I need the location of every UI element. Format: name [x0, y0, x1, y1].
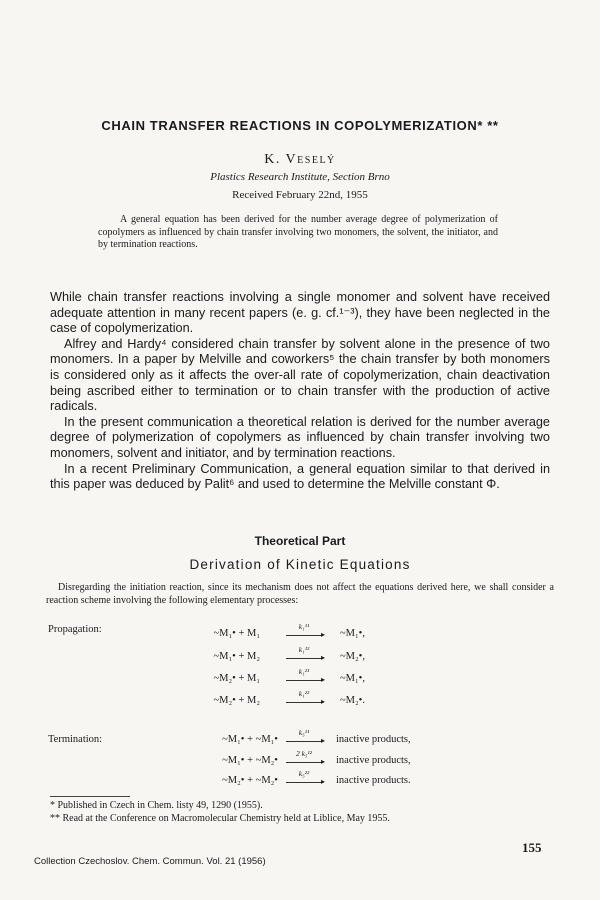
- propagation-label: Propagation:: [48, 624, 102, 635]
- paragraph-2: Alfrey and Hardy⁴ considered chain transfer by solvent alone in the presence of two monomers. In a paper by Melville and coworkers⁵ the chain transfer by both monomers is considered only as it affects the over-all rate of copolymerization, chain deactivation being ascribed either to termination or to chain transfer with the production of active radicals.: [50, 336, 550, 414]
- arrow-line: [286, 702, 322, 703]
- arrow-head-icon: ▸: [321, 757, 326, 766]
- reaction-arrow: [284, 622, 332, 644]
- reaction-arrow: [284, 689, 332, 711]
- reaction-lhs: ~M₂• + ~M₂•: [222, 775, 278, 786]
- received-date: Received February 22nd, 1955: [232, 189, 368, 201]
- rate-constant: k₁¹¹: [298, 622, 310, 631]
- journal-citation: Collection Czechoslov. Chem. Commun. Vol. 21 (1956): [34, 856, 266, 867]
- reaction-rhs: inactive products.: [336, 775, 411, 786]
- reaction-rhs: ~M₂•,: [340, 651, 365, 662]
- rate-constant: k₅²²: [298, 769, 310, 778]
- arrow-line: [286, 635, 322, 636]
- arrow-line: [286, 782, 322, 783]
- termination-reaction-2: [150, 755, 278, 769]
- body-text: [50, 290, 550, 493]
- reaction-rhs: inactive products,: [336, 734, 411, 745]
- abstract: A general equation has been derived for the number average degree of polymerization of copolymers as influenced by chain transfer involving two monomers, the solvent, the initiator, and by termination reactions.: [98, 214, 498, 250]
- rate-constant: k₁²¹: [298, 667, 310, 676]
- section-title: Theoretical Part: [254, 534, 346, 548]
- propagation-reaction-1: [150, 628, 260, 642]
- reaction-rhs: ~M₂•.: [340, 695, 365, 706]
- arrow-head-icon: ▸: [321, 675, 326, 684]
- rate-constant: 2 k₅¹²: [295, 749, 313, 758]
- reaction-arrow: [284, 645, 332, 667]
- scheme-intro: Disregarding the initiation reaction, since its mechanism does not affect the equations derived here, we shall consider a reaction scheme involving the following elementary processes:: [46, 582, 554, 606]
- reaction-lhs: ~M₁• + M₂: [213, 651, 260, 662]
- paragraph-4: In a recent Preliminary Communication, a general equation similar to that derived in this paper was deduced by Palit⁶ and used to determine the Melville constant Φ.: [50, 461, 550, 492]
- reaction-rhs: inactive products,: [336, 755, 411, 766]
- paper-title: CHAIN TRANSFER REACTIONS IN COPOLYMERIZATION* **: [101, 118, 499, 133]
- reaction-arrow: [284, 667, 332, 689]
- footnote-2: ** Read at the Conference on Macromolecular Chemistry held at Liblice, May 1955.: [50, 813, 390, 824]
- arrow-head-icon: ▸: [321, 630, 326, 639]
- footnote-rule: [50, 796, 130, 797]
- propagation-reaction-2: [150, 651, 260, 665]
- reaction-lhs: ~M₂• + M₁: [213, 673, 260, 684]
- termination-reaction-3: [150, 775, 278, 789]
- reaction-lhs: ~M₁• + M₁: [213, 628, 260, 639]
- termination-reaction-1: [150, 734, 278, 748]
- reaction-rhs: ~M₁•,: [340, 673, 365, 684]
- arrow-line: [286, 658, 322, 659]
- rate-constant: k₁¹²: [298, 645, 310, 654]
- arrow-line: [286, 741, 322, 742]
- reaction-lhs: ~M₁• + ~M₁•: [222, 734, 278, 745]
- footnote-1: * Published in Czech in Chem. listy 49, 1290 (1955).: [50, 800, 263, 811]
- termination-label: Termination:: [48, 734, 103, 745]
- reaction-arrow: [284, 728, 332, 750]
- reaction-lhs: ~M₂• + M₂: [213, 695, 260, 706]
- paragraph-1: While chain transfer reactions involving a single monomer and solvent have received adequate attention in many recent papers (e. g. cf.¹⁻³), they have been neglected in the case of copolymerization.: [50, 290, 550, 336]
- subsection-title: Derivation of Kinetic Equations: [189, 557, 411, 572]
- affiliation: Plastics Research Institute, Section Brno: [210, 171, 390, 183]
- arrow-line: [286, 680, 322, 681]
- arrow-line: [286, 762, 322, 763]
- arrow-head-icon: ▸: [321, 736, 326, 745]
- reaction-rhs: ~M₁•,: [340, 628, 365, 639]
- paragraph-3: In the present communication a theoretical relation is derived for the number average degree of polymerization of copolymers as influenced by chain transfer involving two monomers, solvent and initiator, and by termination reactions.: [50, 414, 550, 460]
- propagation-reaction-4: [150, 695, 260, 709]
- page-number: 155: [522, 840, 542, 855]
- reaction-lhs: ~M₁• + ~M₂•: [222, 755, 278, 766]
- rate-constant: k₁²²: [298, 689, 310, 698]
- rate-constant: k₅¹¹: [298, 728, 310, 737]
- reaction-arrow: [284, 769, 332, 791]
- arrow-head-icon: ▸: [321, 653, 326, 662]
- arrow-head-icon: ▸: [321, 697, 326, 706]
- author-name: K. Veselý: [264, 152, 336, 167]
- arrow-head-icon: ▸: [321, 777, 326, 786]
- propagation-reaction-3: [150, 673, 260, 687]
